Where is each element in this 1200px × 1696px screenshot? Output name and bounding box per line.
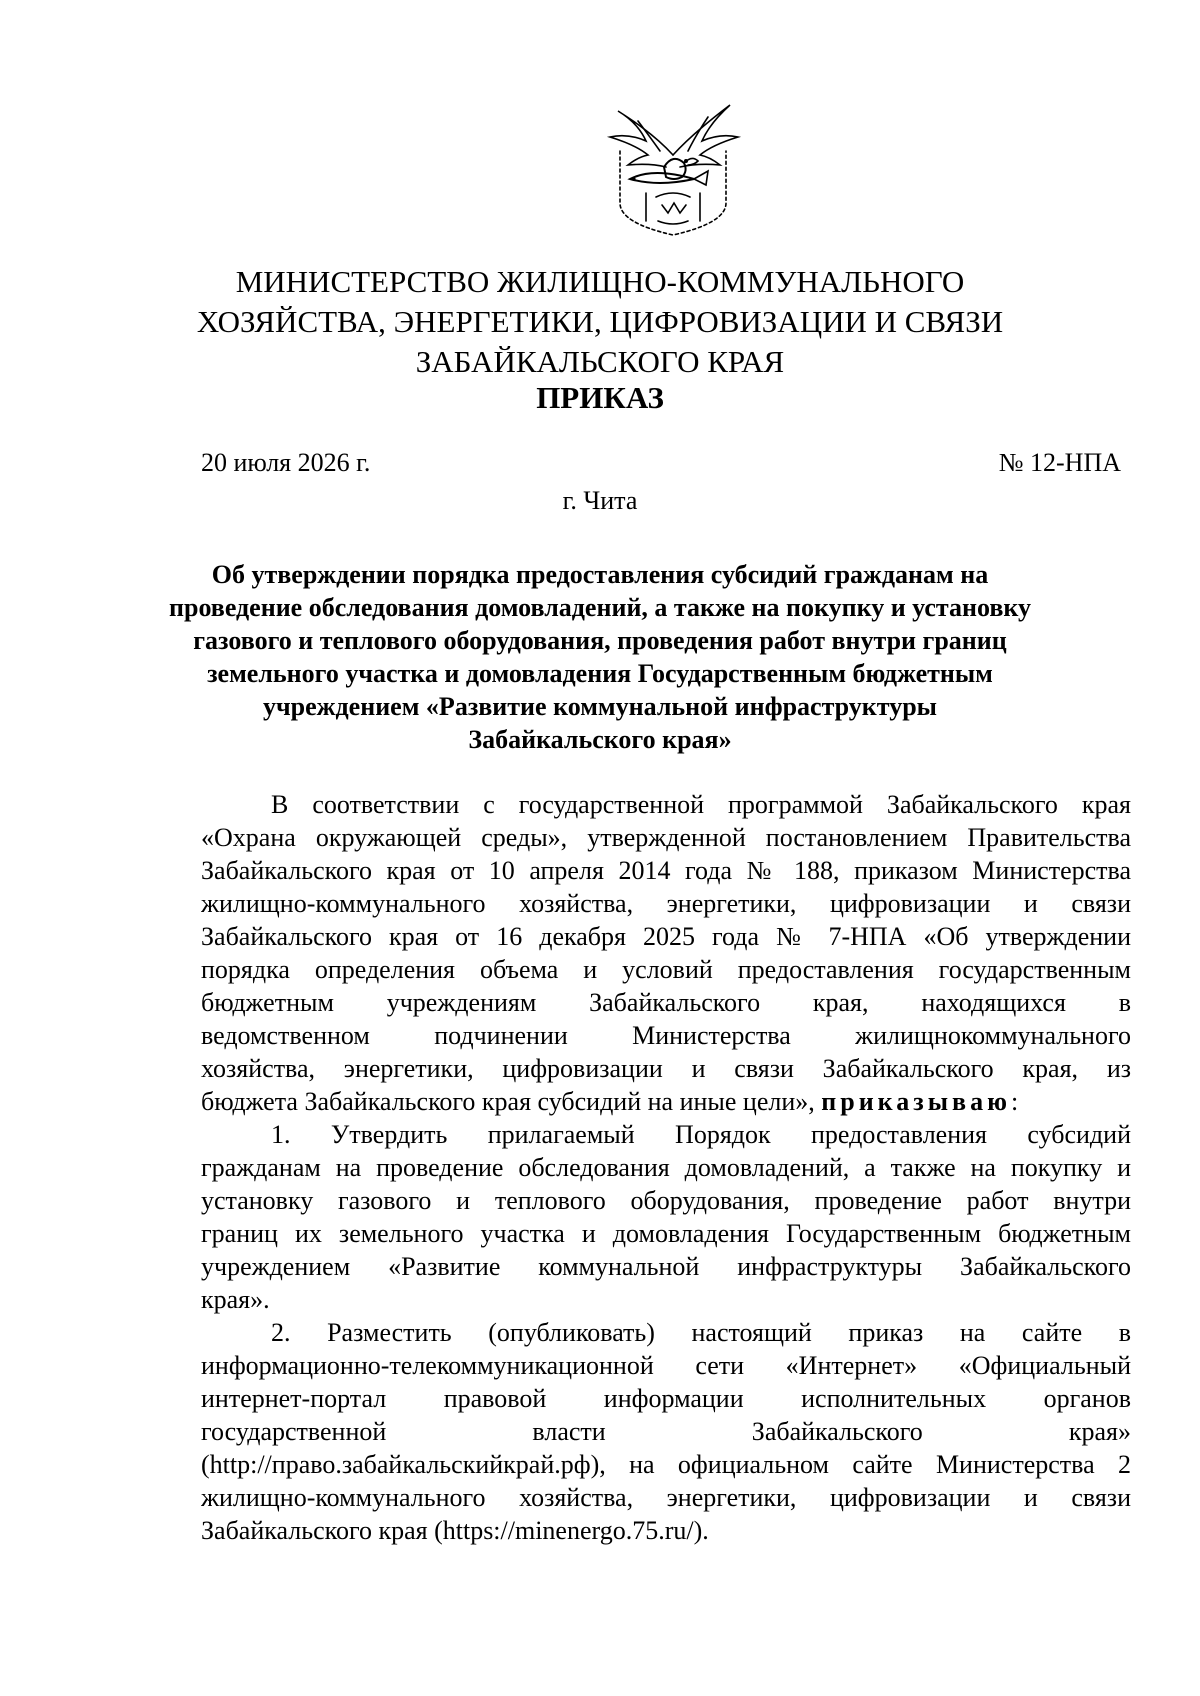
ministry-line: МИНИСТЕРСТВО ЖИЛИЩНО-КОММУНАЛЬНОГО [235,264,965,299]
body-line-last: края». [201,1285,270,1314]
body-text: бюджета Забайкальского края субсидий на иные цели», [201,1087,822,1116]
body-line: Забайкальского края от 10 апреля 2014 года № 188, приказом Министерства [201,856,1131,885]
body-line: гражданам на проведение обследования домовладений, а также на покупку и [201,1153,1131,1182]
body-line: 1. Утвердить прилагаемый Порядок предоставления субсидий [271,1120,1131,1149]
subject-line: газового и теплового оборудования, проведения работ внутри границ [193,626,1007,655]
order-subject [150,558,1050,756]
preamble-paragraph [201,788,1131,1118]
order-colon: : [1010,1087,1019,1116]
body-line: хозяйства, энергетики, цифровизации и связи Забайкальского края, из [201,1054,1131,1083]
subject-line: Забайкальского края» [468,725,732,754]
order-body [201,788,1131,1547]
order-city: г. Чита [562,486,638,515]
body-line: В соответствии с государственной программой Забайкальского края [271,790,1131,819]
subject-line: Об утверждении порядка предоставления субсидий гражданам на [211,560,989,589]
order-date: 20 июля 2026 г. [201,448,371,477]
subject-line: земельного участка и домовладения Государственным бюджетным [207,659,993,688]
body-line: бюджетным учреждениям Забайкальского края, находящихся в [201,988,1131,1017]
body-line: государственной власти Забайкальского края» [201,1417,1131,1446]
body-line: Забайкальского края от 16 декабря 2025 года № 7-НПА «Об утверждении [201,922,1131,951]
body-line: жилищно-коммунального хозяйства, энергетики, цифровизации и связи [201,1483,1131,1512]
ministry-line: ХОЗЯЙСТВА, ЭНЕРГЕТИКИ, ЦИФРОВИЗАЦИИ И СВЯЗИ [196,304,1004,339]
item-2-paragraph [201,1316,1131,1547]
ministry-line: ЗАБАЙКАЛЬСКОГО КРАЯ [415,344,785,379]
body-line: установку газового и теплового оборудования, проведение работ внутри [201,1186,1131,1215]
item-1-paragraph [201,1118,1131,1316]
body-line: «Охрана окружающей среды», утвержденной постановлением Правительства [201,823,1131,852]
order-number: № 12-НПА [998,448,1121,477]
body-line: ведомственном подчинении Министерства жилищнокоммунального [201,1021,1131,1050]
body-line: (http://право.забайкальскийкрай.рф), на официальном сайте Министерства 2 [201,1450,1131,1479]
body-line: 2. Разместить (опубликовать) настоящий приказ на сайте в [271,1318,1131,1347]
body-line: информационно-телекоммуникационной сети «Интернет» «Официальный [201,1351,1131,1380]
body-line: порядка определения объема и условий предоставления государственным [201,955,1131,984]
subject-line: проведение обследования домовладений, а также на покупку и установку [169,593,1031,622]
coat-of-arms-icon [598,93,748,243]
body-line-last [201,1085,1131,1118]
document-type-title: ПРИКАЗ [536,380,664,415]
ministry-name [150,262,1050,382]
body-line: границ их земельного участка и домовладения Государственным бюджетным [201,1219,1131,1248]
body-line: жилищно-коммунального хозяйства, энергетики, цифровизации и связи [201,889,1131,918]
body-line: интернет-портал правовой информации исполнительных органов [201,1384,1131,1413]
body-line-last: Забайкальского края (https://minenergo.75.ru/). [201,1516,709,1545]
body-line: учреждением «Развитие коммунальной инфраструктуры Забайкальского [201,1252,1131,1281]
subject-line: учреждением «Развитие коммунальной инфраструктуры [263,692,937,721]
order-keyword: приказываю [821,1087,1011,1116]
